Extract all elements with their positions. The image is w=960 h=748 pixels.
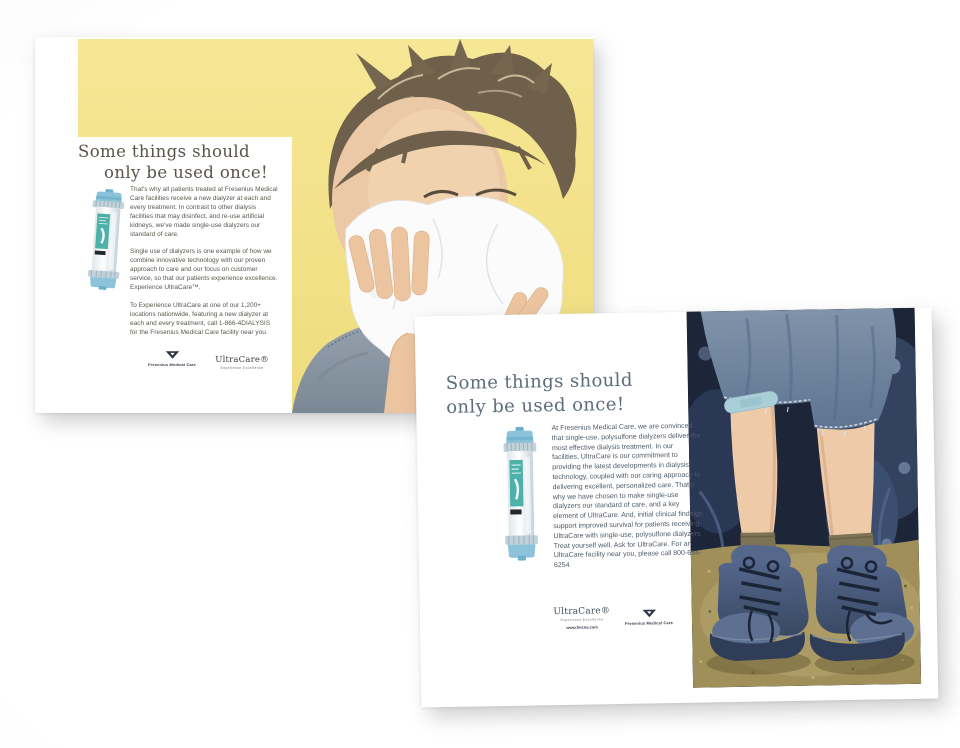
page1-body-copy [130,186,278,347]
fresenius-logo-text: Fresenius Medical Care [625,620,673,626]
fresenius-logo-text: Fresenius Medical Care [148,362,196,367]
ad-page-bandage [415,308,939,708]
dialyzer-product-image [81,188,132,292]
ultracare-website-url: www.fmcna.com [566,624,598,630]
body-paragraph: To Experience UltraCare at one of our 1,200+ locations nationwide, featuring a new dialyzer at each and every treatment, call 1-866-4DIALYSIS for the Fresenius Medical Care facility near you. [130,301,271,336]
legs-photo [687,308,922,688]
ultracare-logo [548,606,616,630]
headline-line1: Some things should [78,142,251,161]
page2-headline [446,369,634,419]
headline-line1: Some things should [445,369,633,395]
fresenius-triangle-icon [641,608,656,618]
dialyzer-illustration [81,188,132,292]
legs-photo-illustration [687,308,922,688]
ultracare-logo-name: UltraCare® [215,355,269,365]
body-paragraph: That's why all patients treated at Fresenius Medical Care facilities receive a new dialyzer at each and every treatment. In contrast to other dialysis facilities that may disinfect, and re-use artificial kidneys, we've made single-use dialyzers our standard of care. [130,186,278,238]
ultracare-logo-tagline: Experience Excellence [560,617,604,623]
ultracare-logo-name: UltraCare® [553,606,611,618]
headline-line2: only be used once! [446,393,625,418]
body-paragraph: At Fresenius Medical Care, we are convinced that single-use, polysulfone dialyzers deliver the most effective dialysis treatment. In our facilities, UltraCare is our commitment to providing the latest developments in dialysis technology, coupled with our caring approach to delivering excellent, personalized care. That's why we have chosen to make single-use dialyzers our standard of care, and a key element of UltraCare. And, initial clinical findings support improved survival for patients receiving UltraCare with single-use, polysulfone dialyzers. Treat yourself well. Ask for UltraCare. For an UltraCare facility near you, please call 800-634-6254 [551,422,703,570]
fresenius-logo [131,350,213,367]
ultracare-logo [203,355,281,370]
dialyzer-product-image [497,426,545,561]
dialyzer-illustration [497,426,545,561]
ultracare-logo-tagline: Experience Excellence [220,366,264,370]
headline-line2: only be used once! [104,163,269,182]
fresenius-triangle-icon [165,350,180,360]
page2-body-copy [552,422,705,572]
body-paragraph: Single use of dialyzers is one example of how we combine innovative technology with our proven approach to care and our focus on customer service, so that our patients experience excellence. Experience UltraCare™. [130,248,278,292]
page1-headline [78,141,268,183]
fresenius-logo [616,608,682,626]
